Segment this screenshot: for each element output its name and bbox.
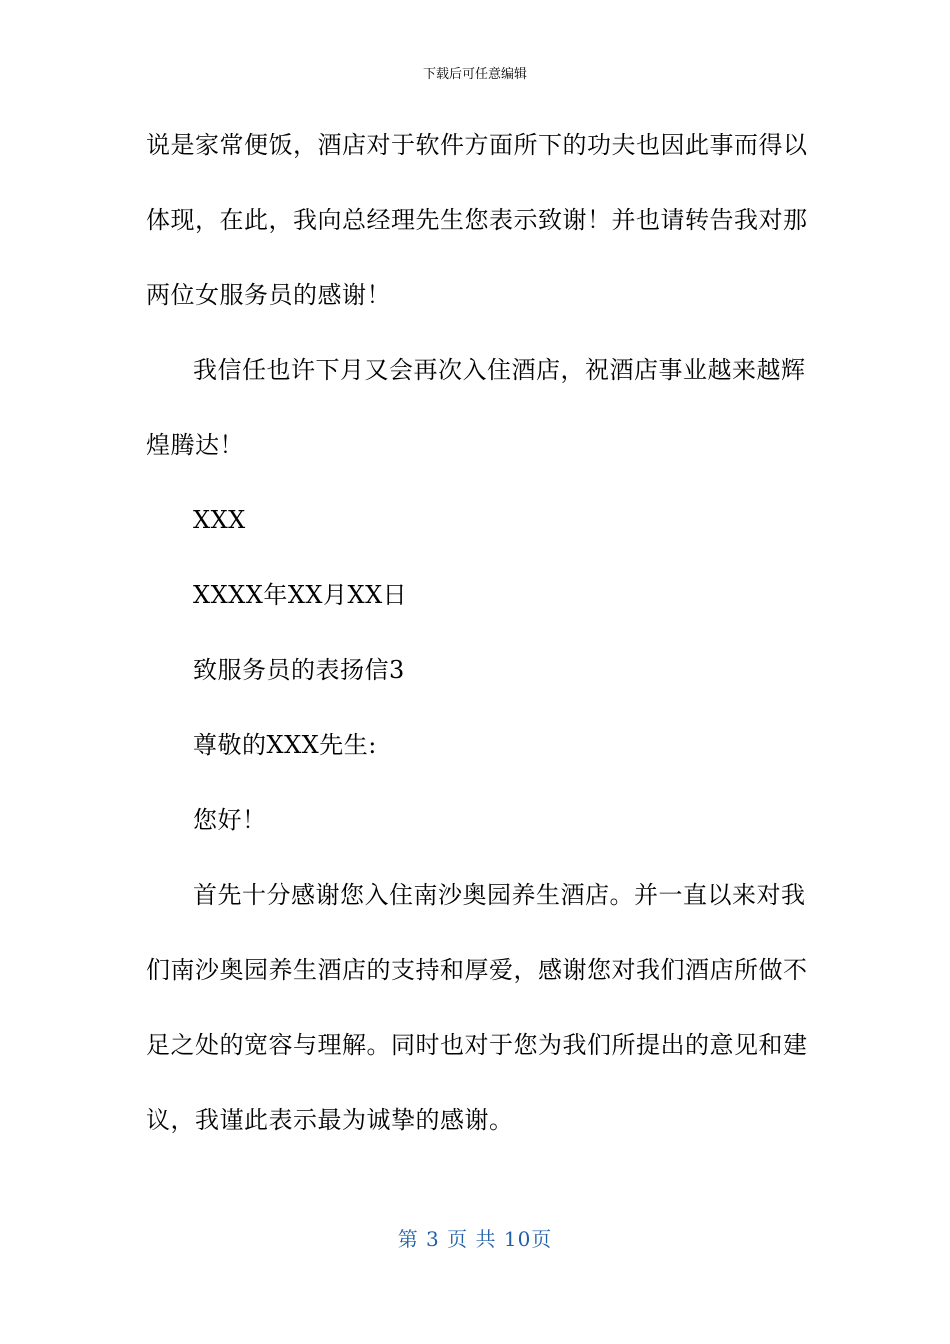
signature-date: XXXX年XX月XX日 — [193, 581, 408, 609]
page-number-footer: 第 3 页 共 10页 — [397, 1227, 553, 1251]
salutation: 尊敬的XXX先生: — [193, 731, 377, 759]
greeting: 您好！ — [193, 806, 267, 834]
text-line: 煌腾达！ — [146, 431, 244, 459]
page-header: 下载后可任意编辑 — [422, 67, 527, 82]
text-line: 首先十分感谢您入住南沙奥园养生酒店。并一直以来对我 — [193, 881, 806, 909]
text-line: 我信任也许下月又会再次入住酒店，祝酒店事业越来越辉 — [193, 356, 806, 384]
signature-name: XXX — [193, 506, 246, 534]
text-line: 体现，在此，我向总经理先生您表示致谢！并也请转告我对那 — [146, 206, 808, 234]
text-line: 两位女服务员的感谢！ — [146, 281, 391, 309]
text-line: 们南沙奥园养生酒店的支持和厚爱，感谢您对我们酒店所做不 — [146, 956, 808, 984]
text-line: 足之处的宽容与理解。同时也对于您为我们所提出的意见和建 — [146, 1031, 808, 1059]
section-title: 致服务员的表扬信3 — [193, 656, 405, 684]
text-line: 说是家常便饭，酒店对于软件方面所下的功夫也因此事而得以 — [146, 131, 808, 159]
text-line: 议，我谨此表示最为诚挚的感谢。 — [146, 1106, 514, 1134]
